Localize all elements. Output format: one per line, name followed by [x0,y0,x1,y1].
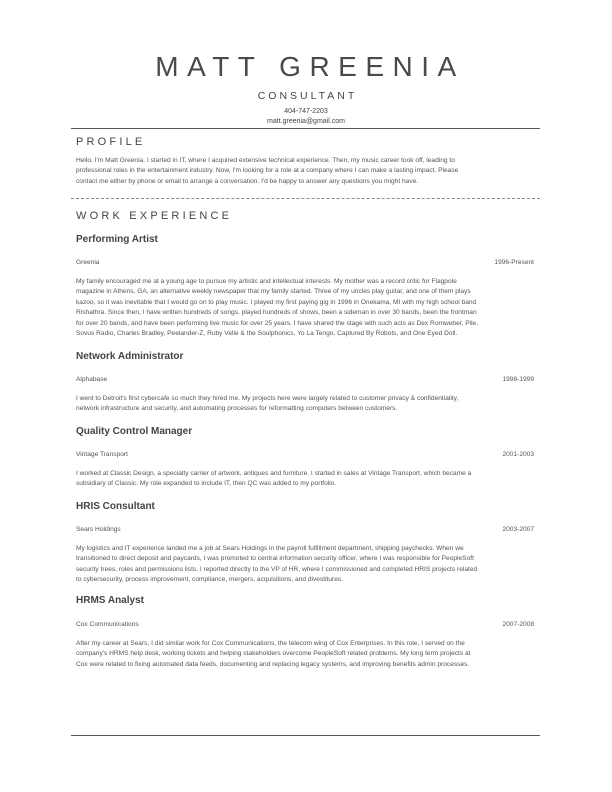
candidate-name: MATT GREENIA [155,51,465,82]
job-description-line: kazoo, so it was inevitable that I would go on to play music. I played my first paying gig in 1996 in Onekama, MI with my high school band [76,298,477,306]
job-company: Sears Holdings [76,526,121,533]
job-company: Greenia [76,259,100,266]
job-description-line: After my career at Sears, I did similar work for Cox Communications, the telecom wing of Cox Enterprises. In this role, I served on the [76,640,465,647]
job-description-line: Cox were related to fixing automated data feeds, documenting and replacing legacy systems, and improving benefits admin processes. [76,660,470,668]
profile-line: Hello, I'm Matt Greenia. I started in IT, where I acquired extensive technical experience. Then, my music career took off, leading to [76,157,455,164]
job-dates: 2007-2008 [502,621,534,628]
job-description [76,639,536,670]
phone-number: 404-747-2203 [284,108,328,115]
job-description-line: Sovus Radio, Charles Bradley, Peelander-Z, Ruby Velle & the Soulphonics, Yo La Tengo, Captured By Robots, and One Eyed Doll. [76,330,458,338]
job-dates: 2001-2003 [502,451,534,458]
job-description-line: transitioned to direct deposit and paycards, I was promoted to central information security officer, where I was responsible for PeopleSoft [76,555,474,563]
job-description-line: I went to Detroit's first cybercafe so much they hired me. My projects here were largely related to customer privacy & confidentiality, [76,395,459,402]
footer-divider [71,735,540,736]
section-divider [71,198,540,199]
job-description-line: My family encouraged me at a young age to pursue my artistic and intellectual interests. My mother was a record critic for Flagpole [76,278,457,285]
job-description [76,394,536,415]
job-description [76,469,536,490]
job-dates: 1998-1999 [502,376,534,383]
job-description-line: subsidiary of Classic. My role expanded to include IT, then QC was added to my portfolio. [76,480,337,488]
job-company: Alphabase [76,376,108,383]
job-description-line: company's HRMS help desk, working tickets and helping stakeholders overcome PeopleSoft related problems. My long term projects at [76,650,471,658]
job-position-title: HRIS Consultant [76,501,155,512]
job-company: Cox Communications [76,621,139,628]
job-description-line: I worked at Classic Design, a specialty carrier of artwork, antiques and furniture. I started in sales at Vintage Transport, which became a [76,470,472,477]
job-description-line: to cybersecurity, process improvement, compliance, mergers, acquisitions, and divestitures. [76,576,344,584]
job-dates: 1996-Present [494,259,534,266]
job-position-title: HRMS Analyst [76,595,144,606]
profile-line: professional roles in the entertainment industry. Now, I'm looking for a role at a company where I can make a lasting impact. Please [76,167,459,175]
job-description [76,277,536,339]
job-position-title: Performing Artist [76,234,158,245]
job-description-line: Rishathra. Since then, I have written hundreds of songs, played hundreds of shows, been a sideman in over 30 bands, been the frontman [76,309,477,317]
job-dates: 2003-2007 [502,526,534,533]
job-description-line: for over 20 bands, and have been performing live music for over 25 years. I have shared the stage with such acts as Dex Romweber, Pile, [76,319,479,327]
email-address[interactable]: matt.greenia@gmail.com [267,118,345,125]
header-divider [71,128,540,129]
job-description-line: security trees, roles and permissions lists. I reported directly to the VP of HR, where I commissioned and completed HRIS projects related [76,565,478,573]
job-position-title: Network Administrator [76,351,184,362]
job-title-header: CONSULTANT [257,90,358,102]
job-description-line: network infrastructure and security, and automating processes for reformatting computers between customers. [76,405,398,413]
job-position-title: Quality Control Manager [76,426,193,437]
profile-text [76,156,536,187]
job-description-line: magazine in Athens, GA, an alternative weekly newspaper that my family started. Three of my uncles play guitar, and one of them plays [76,288,471,296]
work-experience-heading: WORK EXPERIENCE [76,210,233,222]
profile-line: contact me either by phone or email to arrange a conversation. I'd be happy to answer any questions you might have. [76,177,419,185]
job-description-line: My logistics and IT experience landed me a job at Sears Holdings in the payroll fulfillment department, shipping paychecks. When we [76,545,464,552]
profile-heading: PROFILE [76,136,146,148]
job-description [76,544,536,586]
job-company: Vintage Transport [76,451,128,458]
